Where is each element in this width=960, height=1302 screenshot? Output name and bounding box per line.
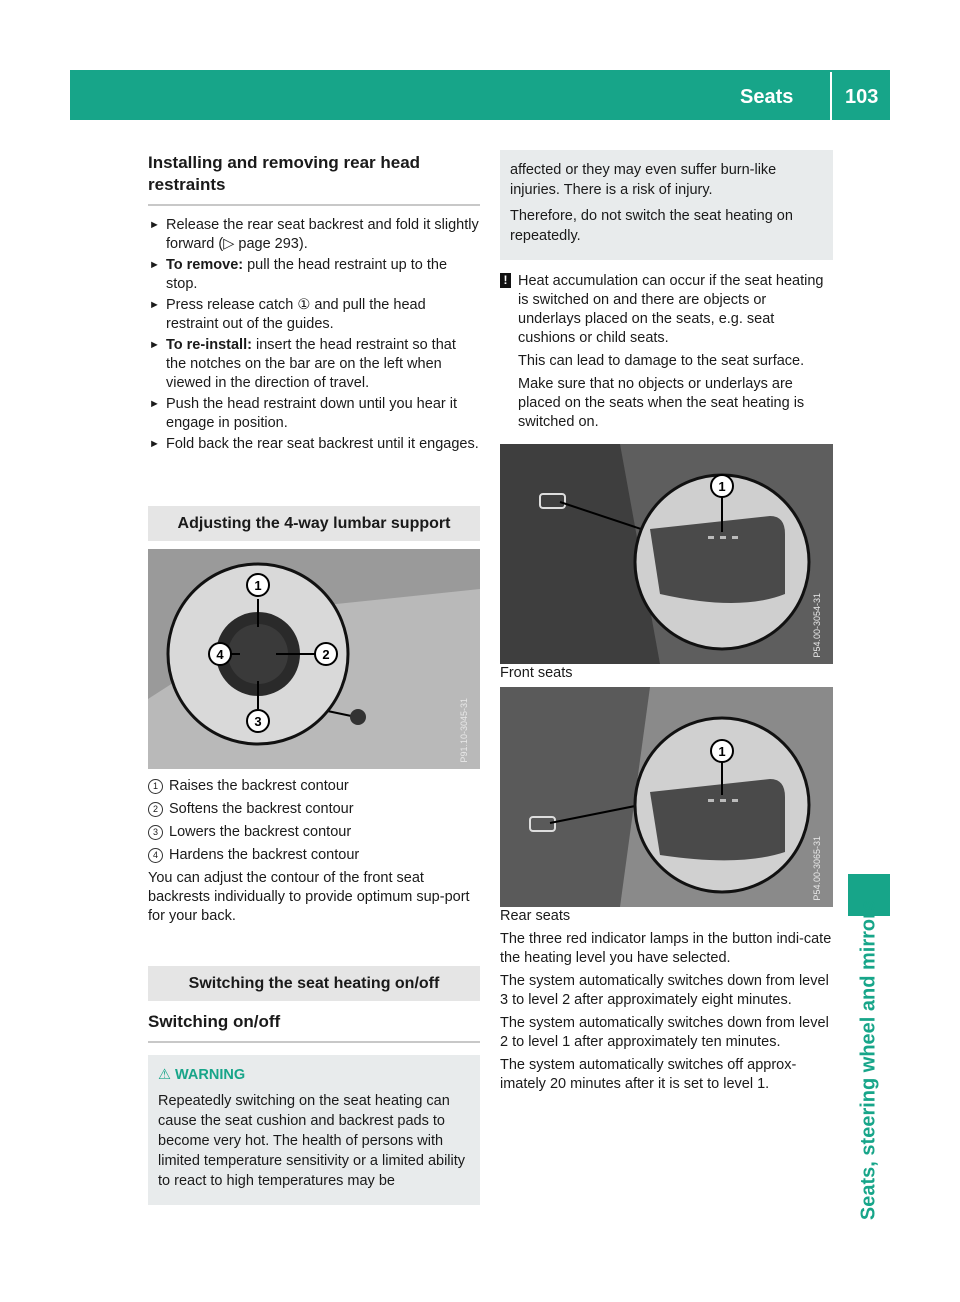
callout-1: 1 [254,578,262,593]
number-badge-icon: 2 [148,802,163,817]
side-chapter-title: Seats, steering wheel and mirrors [857,899,880,1221]
notice-block [500,272,833,432]
warning-triangle-icon: ⚠ [158,1067,176,1083]
lumbar-support-photo [148,549,480,769]
arrow-bullet-icon: ► [149,398,160,410]
rear-seat-heating-photo [500,687,833,907]
warning-title: ⚠ WARNING [158,1067,246,1083]
heading-switching-on-off: Switching on/off [148,1012,281,1031]
header-divider [830,72,832,120]
step-item: ► To re-install: insert the head restraint so that the notches on the bar are on the left when viewed in the direction of travel. [149,337,456,391]
caption-rear-seats: Rear seats [500,908,571,924]
steps-list [148,216,480,454]
arrow-bullet-icon: ► [149,259,160,271]
photo-reference-code: P54.00-3065-31 [812,836,822,901]
legend-item: 3 Lowers the backrest contour [148,823,480,842]
page-number: 103 [845,86,879,108]
step-item: ► To remove: pull the head restraint up to the stop. [149,257,448,292]
number-badge-icon: 1 [148,779,163,794]
notice-text: This can lead to damage to the seat surface. [518,353,805,369]
header-section-title: Seats [740,86,794,108]
body-paragraph: The system automatically switches down from level 3 to level 2 after approximately eight minutes. [500,973,829,1008]
warning-box [148,1055,480,1205]
heading-rear-head-restraints: Installing and removing rear head restraints [148,153,421,194]
legend-list [148,777,480,865]
photo-reference-code: P54.00-3054-31 [812,593,822,658]
lumbar-switch-diagram [148,549,480,769]
rear-heating-button-diagram [500,687,833,907]
body-paragraph: The system automatically switches off approx-imately 20 minutes after it is set to level 1. [500,1057,797,1092]
number-badge-icon: 3 [148,825,163,840]
warning-text: Repeatedly switching on the seat heating can cause the seat cushion and backrest pads to become very hot. The health of persons with limited temperature sensitivity or a limited ability to react to high temperatures may be [158,1093,466,1189]
callout-3: 3 [254,714,262,729]
arrow-bullet-icon: ► [149,219,160,231]
heading-seat-heating: Switching the seat heating on/off [148,966,480,1001]
body-paragraph: The three red indicator lamps in the button indi-cate the heating level you have selected. [500,931,832,966]
number-badge-icon: 4 [148,848,163,863]
warning-box-continued [500,150,833,260]
step-item: ► Press release catch ① and pull the head restraint out of the guides. [149,297,426,332]
heading-lumbar-support: Adjusting the 4-way lumbar support [148,506,480,541]
step-item: ► Fold back the rear seat backrest until it engages. [149,436,479,452]
callout-1: 1 [718,744,726,759]
section-rule [148,1041,480,1043]
body-paragraph: The system automatically switches down from level 2 to level 1 after approximately ten minutes. [500,1015,829,1050]
callout-4: 4 [216,647,224,662]
front-heating-button-diagram [500,444,833,664]
callout-2: 2 [322,647,330,662]
warning-continuation: affected or they may even suffer burn-like injuries. There is a risk of injury. [510,162,777,198]
legend-item: 1 Raises the backrest contour [148,777,480,796]
notice-text: Heat accumulation can occur if the seat heating is switched on and there are objects or underlays placed on the seats, e.g. seat cushions or child seats. [518,273,824,346]
front-seat-heating-photo [500,444,833,664]
warning-instruction: Therefore, do not switch the seat heating on repeatedly. [510,208,793,244]
arrow-bullet-icon: ► [149,299,160,311]
arrow-bullet-icon: ► [149,339,160,351]
arrow-bullet-icon: ► [149,438,160,450]
legend-item: 4 Hardens the backrest contour [148,846,480,865]
section-rule [148,204,480,206]
exclamation-icon: ! [500,273,511,288]
step-item: ► Push the head restraint down until you hear it engage in position. [149,396,457,431]
step-item: ► Release the rear seat backrest and fold it slightly forward (▷ page 293). [149,217,479,252]
caption-front-seats: Front seats [500,665,573,681]
photo-reference-code: P91.10-3045-31 [459,698,469,763]
notice-text: Make sure that no objects or underlays are placed on the seats when the seat heating is switched on. [518,376,805,430]
right-column [500,150,833,1098]
left-column [148,152,480,1205]
legend-item: 2 Softens the backrest contour [148,800,480,819]
callout-1: 1 [718,479,726,494]
lumbar-description: You can adjust the contour of the front seat backrests individually to provide optimum sup-port for your back. [148,870,470,924]
